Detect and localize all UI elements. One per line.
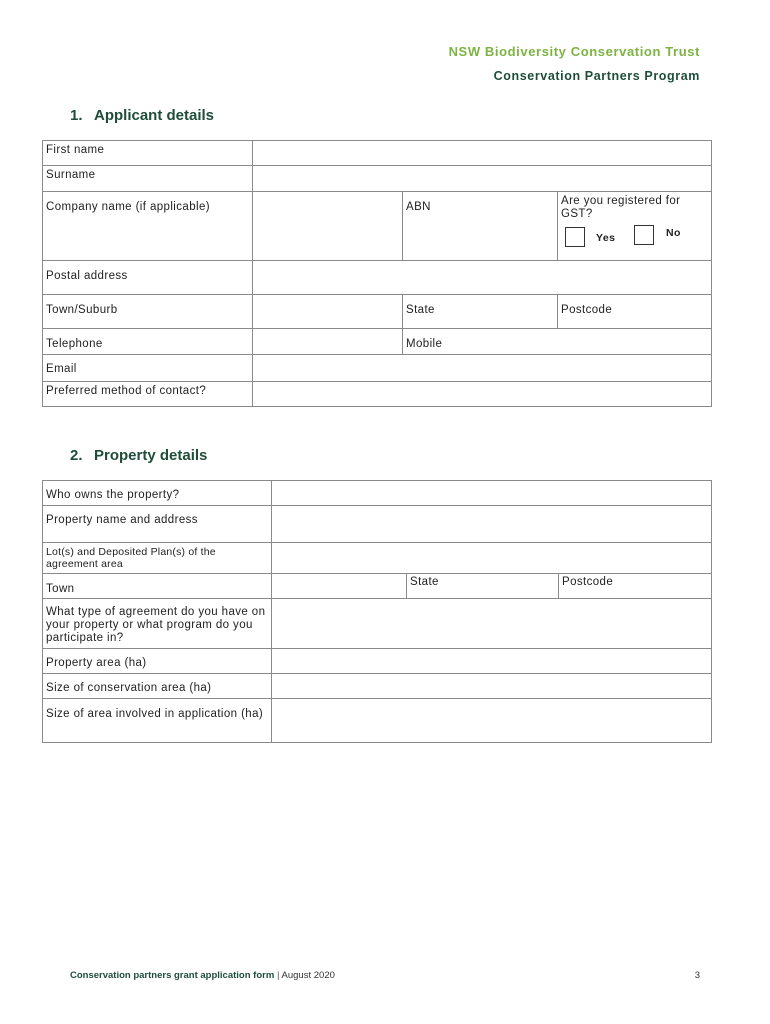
property-town-label: Town: [43, 574, 272, 599]
section-2-heading: [70, 447, 207, 464]
email-field[interactable]: [253, 355, 712, 382]
surname-field[interactable]: [253, 166, 712, 192]
applicant-details-table: [42, 140, 712, 407]
property-name-address-field[interactable]: [272, 506, 712, 543]
email-label: Email: [43, 355, 253, 382]
agreement-type-field[interactable]: [272, 599, 712, 649]
footer: [70, 970, 335, 981]
first-name-field[interactable]: [253, 141, 712, 166]
application-area-label: Size of area involved in application (ha): [43, 699, 272, 743]
section-2-title: Property details: [94, 447, 208, 464]
property-town-field[interactable]: [272, 574, 407, 599]
gst-question: Are you registered for GST?: [561, 195, 681, 220]
property-details-table: [42, 480, 712, 743]
footer-date: August 2020: [281, 970, 335, 981]
footer-form-name: Conservation partners grant application form: [70, 970, 275, 981]
property-postcode-label[interactable]: Postcode: [559, 574, 712, 599]
town-suburb-field[interactable]: [253, 295, 403, 329]
lots-plans-field[interactable]: [272, 543, 712, 574]
conservation-area-label: Size of conservation area (ha): [43, 674, 272, 699]
contact-method-label: Preferred method of contact?: [43, 382, 253, 407]
section-1-title: Applicant details: [94, 107, 215, 124]
application-area-field[interactable]: [272, 699, 712, 743]
agreement-type-label: What type of agreement do you have on your property or what program do you participate in?: [43, 599, 272, 649]
property-area-label: Property area (ha): [43, 649, 272, 674]
state-label[interactable]: State: [403, 295, 558, 329]
section-1-number: 1.: [70, 107, 83, 124]
town-suburb-label: Town/Suburb: [43, 295, 253, 329]
gst-no-checkbox[interactable]: [634, 225, 654, 245]
surname-label: Surname: [43, 166, 253, 192]
abn-label[interactable]: ABN: [403, 192, 558, 261]
gst-yes-label: Yes: [596, 232, 616, 244]
property-state-label[interactable]: State: [407, 574, 559, 599]
footer-separator: |: [276, 970, 280, 981]
property-name-address-label: Property name and address: [43, 506, 272, 543]
owner-label: Who owns the property?: [43, 481, 272, 506]
postal-address-label: Postal address: [43, 261, 253, 295]
first-name-label: First name: [43, 141, 253, 166]
company-name-label: Company name (if applicable): [43, 192, 253, 261]
postal-address-field[interactable]: [253, 261, 712, 295]
program-name: Conservation Partners Program: [493, 69, 700, 83]
organisation-name: NSW Biodiversity Conservation Trust: [448, 44, 700, 59]
page-number: 3: [694, 970, 700, 981]
gst-cell: [558, 192, 712, 261]
gst-no-label: No: [666, 227, 681, 239]
owner-field[interactable]: [272, 481, 712, 506]
telephone-field[interactable]: [253, 329, 403, 355]
section-2-number: 2.: [70, 447, 83, 464]
company-name-field[interactable]: [253, 192, 403, 261]
mobile-label[interactable]: Mobile: [403, 329, 712, 355]
property-area-field[interactable]: [272, 649, 712, 674]
lots-plans-label: Lot(s) and Deposited Plan(s) of the agreement area: [43, 543, 272, 574]
gst-yes-checkbox[interactable]: [565, 227, 585, 247]
conservation-area-field[interactable]: [272, 674, 712, 699]
contact-method-field[interactable]: [253, 382, 712, 407]
telephone-label: Telephone: [43, 329, 253, 355]
postcode-label[interactable]: Postcode: [558, 295, 712, 329]
section-1-heading: [70, 107, 214, 124]
